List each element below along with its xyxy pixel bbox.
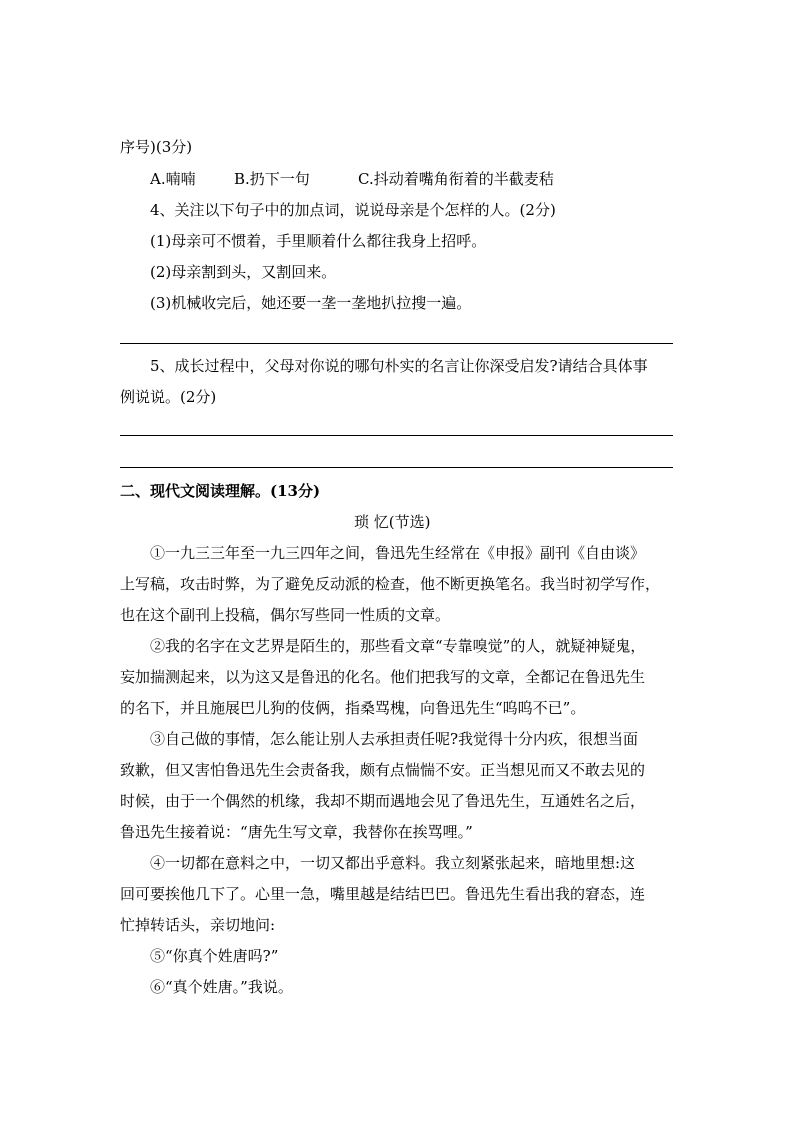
paragraph-6: ⑥“真个姓唐。”我说。 [150,978,293,996]
paragraph-3-line: ③自己做的事情，怎么能让别人去承担责任呢?我觉得十分内疚，很想当面 [150,730,639,748]
question-5-line-1: 5、成长过程中，父母对你说的哪句朴实的名言让你深受启发?请结合具体事 [150,357,648,375]
question-4-stem: 4、关注以下句子中的加点词，说说母亲是个怎样的人。(2分) [150,201,556,219]
question-4-sentence-1: (1)母亲可不惯着，手里顺着什么都往我身上招呼。 [150,232,487,250]
paragraph-3-line: 时候，由于一个偶然的机缘，我却不期而遇地会见了鲁迅先生，互通姓名之后， [120,792,646,810]
paragraph-4-line: 回可要挨他几下了。心里一急，嘴里越是结结巴巴。鲁迅先生看出我的窘态，连 [120,885,646,903]
paragraph-3-line: 致歉，但又害怕鲁迅先生会责备我，颇有点惴惴不安。正当想见而又不敢去见的 [120,761,646,779]
paragraph-1-line: ①一九三三年至一九三四年之间，鲁迅先生经常在《申报》副刊《自由谈》 [150,544,646,562]
answer-line [120,467,673,468]
paragraph-2-line: 妄加揣测起来，以为这又是鲁迅的化名。他们把我写的文章，全都记在鲁迅先生 [120,668,646,686]
question-4-sentence-2: (2)母亲割到头，又割回来。 [150,263,337,281]
option-c: C.抖动着嘴角衔着的半截麦秸 [358,170,554,188]
option-a: A.喃喃 [150,170,196,188]
option-b: B.扔下一句 [234,170,310,188]
question-fragment: 序号)(3分) [120,138,193,156]
answer-line [120,343,673,344]
question-4-sentence-3: (3)机械收完后，她还要一垄一垄地扒拉搜一遍。 [150,294,472,312]
paragraph-3-line: 鲁迅先生接着说：“唐先生写文章，我替你在挨骂哩。” [120,823,473,841]
paragraph-2-line: 的名下，并且施展巴儿狗的伎俩，指桑骂槐，向鲁迅先生“呜呜不已”。 [120,699,586,717]
paragraph-5: ⑤“你真个姓唐吗?” [150,947,279,965]
paragraph-1-line: 也在这个副刊上投稿，偶尔写些同一性质的文章。 [120,606,451,624]
paragraph-2-line: ②我的名字在文艺界是陌生的，那些看文章“专靠嗅觉”的人，就疑神疑鬼， [150,637,646,655]
passage-title: 琐 忆(节选) [354,513,431,531]
section-heading: 二、现代文阅读理解。(13分) [120,482,321,500]
answer-line [120,435,673,436]
question-5-line-2: 例说说。(2分) [120,388,217,406]
paragraph-4-line: 忙掉转话头，亲切地问: [120,916,276,934]
paragraph-1-line: 上写稿，攻击时弊，为了避免反动派的检查，他不断更换笔名。我当时初学写作， [120,575,661,593]
paragraph-4-line: ④一切都在意料之中，一切又都出乎意料。我立刻紧张起来，暗地里想:这 [150,854,636,872]
